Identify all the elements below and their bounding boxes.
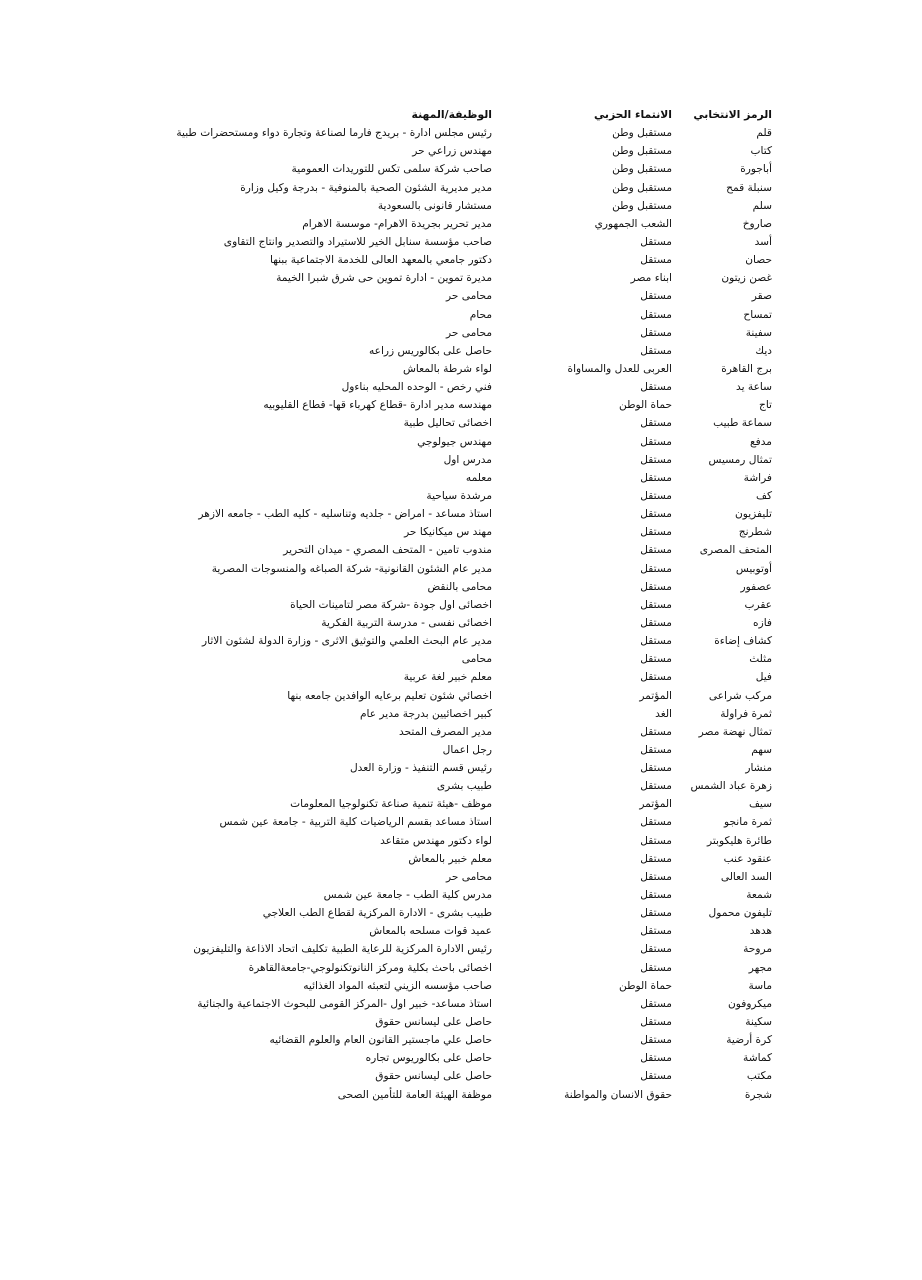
party-cell: مستقل	[640, 344, 672, 357]
symbol-cell: مكتب	[746, 1070, 772, 1083]
job-cell: كبير اخصائيين بدرجة مدير عام	[359, 707, 492, 720]
job-cell: رجل اعمال	[442, 743, 492, 756]
job-cell: اخصائي شئون تعليم برعايه الوافدين جامعه بنها	[287, 689, 492, 702]
symbol-cell: ساعة يد	[736, 381, 772, 394]
symbol-cell: أباجورة	[740, 163, 772, 176]
symbol-cell: ديك	[755, 344, 772, 357]
job-cell: محامى حر	[445, 326, 492, 339]
party-cell: مستقل	[640, 417, 672, 430]
symbol-cell: كرة أرضية	[726, 1034, 772, 1047]
job-cell: رئيس مجلس ادارة - بريدج فارما لصناعة وتجارة دواء ومستحضرات طبية	[176, 127, 492, 140]
party-cell: مستقبل وطن	[612, 127, 672, 140]
table-row	[122, 596, 772, 614]
table-row	[122, 632, 772, 650]
symbol-cell: سيف	[748, 798, 772, 811]
table-row	[122, 1067, 772, 1085]
job-cell: مدير تحرير بجريدة الاهرام- موسسة الاهرام	[302, 217, 492, 230]
job-cell: دكتور جامعي بالمعهد العالى للخدمة الاجتماعية ببنها	[269, 254, 492, 267]
symbol-cell: سماعة طبيب	[713, 417, 772, 430]
symbol-cell: ثمرة فراولة	[720, 707, 772, 720]
symbol-cell: كماشة	[743, 1052, 772, 1065]
party-cell: مستقل	[640, 780, 672, 793]
table-row	[122, 469, 772, 487]
symbol-cell: فراشة	[743, 471, 772, 484]
symbol-cell: تليفزيون	[734, 508, 772, 521]
symbol-cell: فازه	[753, 616, 772, 629]
table-row	[122, 342, 772, 360]
symbol-cell: فيل	[755, 671, 772, 684]
table-row	[122, 886, 772, 904]
party-cell: مستقل	[640, 598, 672, 611]
job-cell: استاذ مساعد- خبير اول -المركز القومى للبحوث الاجتماعية والجنائية	[197, 997, 492, 1010]
job-cell: موظفة الهيئة العامة للتأمين الصحى	[337, 1088, 492, 1101]
party-cell: مستقل	[640, 816, 672, 829]
table-row	[122, 124, 772, 142]
table-row	[122, 396, 772, 414]
symbol-cell: كتاب	[750, 145, 772, 158]
party-cell: مستقل	[640, 635, 672, 648]
party-cell: حماة الوطن	[619, 979, 672, 992]
symbol-cell: هدهد	[749, 925, 772, 938]
job-cell: استاذ مساعد - امراض - جلديه وتناسليه - كليه الطب - جامعه الازهر	[198, 508, 492, 521]
party-cell: مستقل	[640, 1016, 672, 1029]
header-symbol: الرمز الانتخابي	[693, 108, 772, 121]
job-cell: محامى	[461, 653, 492, 666]
party-cell: مستقل	[640, 381, 672, 394]
symbol-cell: منشار	[745, 762, 772, 775]
table-row	[122, 614, 772, 632]
party-cell: مستقل	[640, 907, 672, 920]
party-cell: الغد	[655, 707, 672, 720]
symbol-cell: حصان	[745, 254, 772, 267]
symbol-cell: ثمرة مانجو	[724, 816, 772, 829]
job-cell: مدير عام الشئون القانونية- شركة الصباغه والمنسوجات المصرية	[211, 562, 492, 575]
party-cell: المؤتمر	[639, 689, 672, 702]
job-cell: مندوب تامين - المتحف المصري - ميدان التحرير	[283, 544, 492, 557]
party-cell: الشعب الجمهوري	[594, 217, 672, 230]
party-cell: مستقل	[640, 1070, 672, 1083]
job-cell: مهندس زراعي حر	[412, 145, 492, 158]
party-cell: مستقل	[640, 870, 672, 883]
party-cell: المؤتمر	[639, 798, 672, 811]
job-cell: حاصل على ليسانس حقوق	[375, 1016, 492, 1029]
symbol-cell: صاروخ	[742, 217, 772, 230]
symbol-cell: برج القاهرة	[721, 362, 772, 375]
symbol-cell: تمثال نهضة مصر	[698, 725, 772, 738]
table-row	[122, 759, 772, 777]
party-cell: مستقل	[640, 580, 672, 593]
party-cell: مستقل	[640, 616, 672, 629]
party-cell: مستقل	[640, 943, 672, 956]
table-row	[122, 850, 772, 868]
symbol-cell: كف	[755, 489, 772, 502]
job-cell: محامى حر	[445, 870, 492, 883]
party-cell: مستقل	[640, 471, 672, 484]
symbol-cell: سفينة	[745, 326, 772, 339]
symbol-cell: مدفع	[750, 435, 772, 448]
table-row	[122, 705, 772, 723]
symbol-cell: السد العالى	[720, 870, 772, 883]
table-row	[122, 505, 772, 523]
job-cell: مديرة تموين - ادارة تموين حى شرق شبرا الخيمة	[276, 272, 492, 285]
party-cell: مستقبل وطن	[612, 145, 672, 158]
symbol-cell: غصن زيتون	[721, 272, 772, 285]
candidates-table	[122, 106, 772, 1104]
table-row	[122, 433, 772, 451]
party-cell: ابناء مصر	[630, 272, 672, 285]
job-cell: عميد قوات مسلحه بالمعاش	[369, 925, 492, 938]
table-row	[122, 795, 772, 813]
table-row	[122, 832, 772, 850]
job-cell: محامى بالنقض	[427, 580, 492, 593]
symbol-cell: صقر	[751, 290, 772, 303]
table-row	[122, 1086, 772, 1104]
party-cell: مستقبل وطن	[612, 163, 672, 176]
party-cell: مستقل	[640, 852, 672, 865]
table-row	[122, 487, 772, 505]
table-row	[122, 378, 772, 396]
party-cell: مستقل	[640, 326, 672, 339]
symbol-cell: ميكروفون	[728, 997, 772, 1010]
job-cell: اخصائى باحث بكلية ومركز النانوتكنولوجي-جامعةالقاهرة	[248, 961, 492, 974]
symbol-cell: سلم	[752, 199, 772, 212]
table-row	[122, 578, 772, 596]
symbol-cell: المتحف المصرى	[699, 544, 772, 557]
job-cell: صاحب مؤسسة سنابل الخير للاستيراد والتصدير وانتاج التقاوى	[223, 235, 492, 248]
table-row	[122, 523, 772, 541]
table-row	[122, 233, 772, 251]
table-row	[122, 940, 772, 958]
party-cell: مستقل	[640, 1052, 672, 1065]
symbol-cell: شطرنج	[738, 526, 772, 539]
symbol-cell: طائرة هليكوبتر	[707, 834, 772, 847]
job-cell: مدير مديرية الشئون الصحية بالمنوفية - بدرجة وكيل وزارة	[240, 181, 492, 194]
table-row	[122, 324, 772, 342]
table-row	[122, 868, 772, 886]
symbol-cell: سنبلة قمح	[726, 181, 772, 194]
party-cell: مستقل	[640, 562, 672, 575]
job-cell: معلم خبير بالمعاش	[408, 852, 492, 865]
job-cell: مرشدة سياحية	[426, 489, 492, 502]
job-cell: حاصل على بكالوريس زراعه	[368, 344, 492, 357]
job-cell: اخصائى اول جودة -شركة مصر لتامينات الحياة	[290, 598, 492, 611]
symbol-cell: مركب شراعى	[708, 689, 772, 702]
party-cell: مستقل	[640, 254, 672, 267]
job-cell: صاحب شركة سلمى تكس للتوريدات العمومية	[291, 163, 492, 176]
job-cell: اخصائى نفسى - مدرسة التربية الفكرية	[321, 616, 492, 629]
symbol-cell: تمثال رمسيس	[708, 453, 772, 466]
party-cell: مستقل	[640, 725, 672, 738]
table-row	[122, 414, 772, 432]
job-cell: حاصل علي ماجستير القانون العام والعلوم القضائيه	[269, 1034, 492, 1047]
job-cell: فني رخص - الوحده المحليه بناءول	[341, 381, 492, 394]
table-row	[122, 215, 772, 233]
party-cell: مستقل	[640, 235, 672, 248]
party-cell: مستقل	[640, 308, 672, 321]
party-cell: مستقل	[640, 671, 672, 684]
table-row	[122, 813, 772, 831]
job-cell: لواء شرطة بالمعاش	[403, 362, 492, 375]
job-cell: حاصل على ليسانس حقوق	[375, 1070, 492, 1083]
party-cell: مستقل	[640, 997, 672, 1010]
table-row	[122, 687, 772, 705]
symbol-cell: تمساح	[743, 308, 772, 321]
job-cell: معلمه	[465, 471, 492, 484]
job-cell: طبيب بشرى - الادارة المركزية لقطاع الطب العلاجي	[262, 907, 492, 920]
table-row	[122, 904, 772, 922]
header-party: الانتماء الحزبي	[593, 108, 672, 121]
table-row	[122, 142, 772, 160]
table-row	[122, 668, 772, 686]
table-row	[122, 1031, 772, 1049]
table-row	[122, 1013, 772, 1031]
table-row	[122, 995, 772, 1013]
party-cell: مستقل	[640, 1034, 672, 1047]
table-row	[122, 160, 772, 178]
party-cell: مستقل	[640, 526, 672, 539]
party-cell: العربى للعدل والمساواة	[567, 362, 672, 375]
job-cell: مهند س ميكانيكا حر	[404, 526, 492, 539]
job-cell: مدير المصرف المتحد	[399, 725, 492, 738]
party-cell: مستقل	[640, 961, 672, 974]
table-row	[122, 269, 772, 287]
job-cell: معلم خبير لغة عربية	[403, 671, 492, 684]
party-cell: مستقل	[640, 290, 672, 303]
table-row	[122, 287, 772, 305]
party-cell: مستقل	[640, 508, 672, 521]
job-cell: رئيس قسم التنفيذ - وزارة العدل	[349, 762, 492, 775]
table-row	[122, 777, 772, 795]
table-row	[122, 650, 772, 668]
symbol-cell: زهرة عباد الشمس	[690, 780, 772, 793]
party-cell: مستقل	[640, 544, 672, 557]
party-cell: مستقل	[640, 489, 672, 502]
job-cell: مدير عام البحث العلمي والتوثيق الاثرى - وزارة الدولة لشئون الاثار	[202, 635, 492, 648]
party-cell: مستقل	[640, 889, 672, 902]
table-row	[122, 741, 772, 759]
party-cell: مستقبل وطن	[612, 199, 672, 212]
symbol-cell: عنقود عنب	[723, 852, 772, 865]
job-cell: مهندسه مدير ادارة -قطاع كهرباء قها- قطاع القليوبيه	[263, 399, 492, 412]
table-row	[122, 179, 772, 197]
symbol-cell: مجهر	[748, 961, 772, 974]
job-cell: رئيس الادارة المركزية للرعاية الطبية تكليف اتحاد الاذاعة والتليفزيون	[193, 943, 492, 956]
job-cell: محامى حر	[445, 290, 492, 303]
symbol-cell: شمعة	[746, 889, 772, 902]
symbol-cell: قلم	[756, 127, 772, 140]
table-row	[122, 723, 772, 741]
job-cell: مهندس جيولوجي	[417, 435, 492, 448]
symbol-cell: تاج	[758, 399, 772, 412]
table-row	[122, 541, 772, 559]
party-cell: حقوق الانسان والمواطنة	[564, 1088, 672, 1101]
party-cell: مستقل	[640, 453, 672, 466]
party-cell: مستقل	[640, 762, 672, 775]
symbol-cell: شجرة	[744, 1088, 772, 1101]
party-cell: مستقل	[640, 925, 672, 938]
symbol-cell: أوتوبيس	[735, 562, 772, 575]
table-row	[122, 306, 772, 324]
job-cell: محام	[469, 308, 492, 321]
symbol-cell: كشاف إضاءة	[714, 635, 772, 648]
party-cell: مستقبل وطن	[612, 181, 672, 194]
table-row	[122, 560, 772, 578]
symbol-cell: عقرب	[744, 598, 772, 611]
symbol-cell: عصفور	[740, 580, 772, 593]
party-cell: حماة الوطن	[619, 399, 672, 412]
job-cell: طبيب بشرى	[436, 780, 492, 793]
job-cell: موظف -هيئة تنمية صناعة تكنولوجيا المعلومات	[290, 798, 492, 811]
job-cell: لواء دكتور مهندس متقاعد	[380, 834, 492, 847]
party-cell: مستقل	[640, 435, 672, 448]
job-cell: حاصل على بكالوريوس تجاره	[365, 1052, 492, 1065]
symbol-cell: مثلث	[749, 653, 772, 666]
party-cell: مستقل	[640, 743, 672, 756]
symbol-cell: تليفون محمول	[708, 907, 772, 920]
party-cell: مستقل	[640, 653, 672, 666]
job-cell: اخصائى تحاليل طبية	[403, 417, 492, 430]
party-cell: مستقل	[640, 834, 672, 847]
table-row	[122, 360, 772, 378]
symbol-cell: أسد	[754, 235, 772, 248]
symbol-cell: مروحة	[743, 943, 772, 956]
job-cell: مستشار قانونى بالسعودية	[377, 199, 492, 212]
symbol-cell: ماسة	[748, 979, 772, 992]
header-job: الوظيفة/المهنة	[411, 108, 492, 121]
table-row	[122, 977, 772, 995]
symbol-cell: سهم	[751, 743, 772, 756]
table-row	[122, 451, 772, 469]
table-header	[122, 106, 772, 124]
table-row	[122, 959, 772, 977]
job-cell: مدرس كلية الطب - جامعة عين شمس	[323, 889, 492, 902]
symbol-cell: سكينة	[745, 1016, 772, 1029]
job-cell: صاحب مؤسسه الزيني لتعبئه المواد الغذائيه	[303, 979, 492, 992]
table-row	[122, 197, 772, 215]
job-cell: استاذ مساعد بقسم الرياضيات كلية التربية - جامعة عين شمس	[219, 816, 492, 829]
table-row	[122, 1049, 772, 1067]
table-row	[122, 922, 772, 940]
table-row	[122, 251, 772, 269]
job-cell: مدرس اول	[443, 453, 492, 466]
